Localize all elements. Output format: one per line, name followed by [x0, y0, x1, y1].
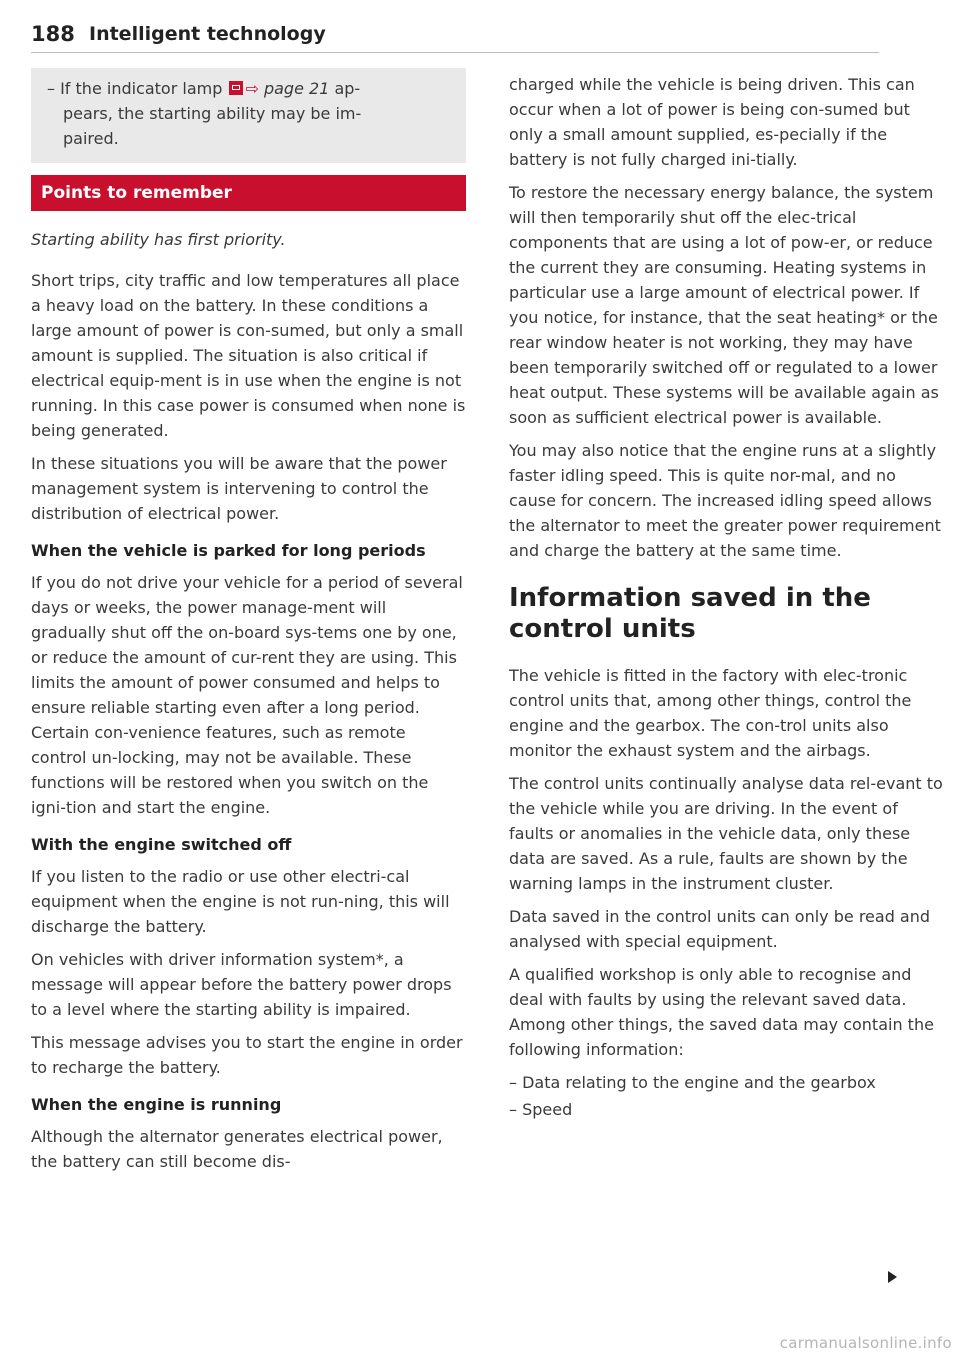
section-banner: Points to remember	[31, 175, 466, 211]
section-title: Intelligent technology	[89, 23, 326, 45]
subheading-engine-running: When the engine is running	[31, 1095, 282, 1114]
subheading-parked: When the vehicle is parked for long periods	[31, 541, 426, 560]
watermark: carmanualsonline.info	[779, 1334, 952, 1352]
page-ref-arrow-icon: ⇨	[245, 79, 259, 98]
note-line-2: pears, the starting ability may be im-	[63, 104, 362, 123]
section-heading: Information saved in the control units	[509, 583, 871, 644]
paragraph: If you do not drive your vehicle for a period of several days or weeks, the power manage-ment will gradually shut off the on-board sys-tems one by one, or reduce the amount of cur-rent they are using. This limits the amount of power consumed and helps to ensure reliable starting even after a long period. Certain con-venience features, such as remote control un-locking, may not be available. These functions will be restored when you switch on the igni-tion and start the engine.	[31, 573, 463, 817]
paragraph: Data saved in the control units can only be read and analysed with special equipment.	[509, 907, 931, 951]
paragraph: This message advises you to start the engine in order to recharge the battery.	[31, 1033, 463, 1077]
paragraph: To restore the necessary energy balance, the system will then temporarily shut off the elec-trical components that are using a lot of pow-er, or reduce the current they are consuming. Heating systems in particular use a large amount of electrical power. If you notice, for instance, that the seat heating* or the rear window heater is not working, they may have been temporarily switched off or regulated to a lower heat output. These systems will be available again as soon as sufficient electrical power is available.	[509, 183, 939, 427]
lead-text: Starting ability has first priority.	[31, 230, 286, 249]
list-item: – Speed	[509, 1100, 573, 1119]
note-line-3: paired.	[63, 129, 119, 148]
page-reference-link[interactable]: page 21	[258, 79, 330, 98]
paragraph: charged while the vehicle is being driven. This can occur when a lot of power is being con-sumed but only a small amount supplied, es-pecially if the battery is not fully charged ini-tially.	[509, 75, 915, 169]
paragraph: Short trips, city traffic and low temperatures all place a heavy load on the battery. In these conditions a large amount of power is con-sumed, but only a small amount is supplied. The situation is also critical if electrical equip-ment is in use when the engine is not running. In this case power is consumed when none is being generated.	[31, 271, 466, 440]
paragraph: You may also notice that the engine runs at a slightly faster idling speed. This is quite nor-mal, and no cause for concern. The increased idling speed allows the alternator to meet the greater power requirement and charge the battery at the same time.	[509, 441, 941, 560]
paragraph: In these situations you will be aware that the power management system is intervening to control the distribution of electrical power.	[31, 454, 447, 523]
note-text-end: ap-	[329, 79, 361, 98]
paragraph: On vehicles with driver information system*, a message will appear before the battery power drops to a level where the starting ability is impaired.	[31, 950, 452, 1019]
paragraph: Although the alternator generates electrical power, the battery can still become dis-	[31, 1127, 443, 1171]
right-column	[509, 72, 944, 1124]
indicator-note-box	[31, 68, 466, 163]
paragraph: A qualified workshop is only able to recognise and deal with faults by using the relevant saved data. Among other things, the saved data may contain the following information:	[509, 965, 934, 1059]
paragraph: The control units continually analyse data rel-evant to the vehicle while you are driving. In the event of faults or anomalies in the vehicle data, only these data are saved. As a rule, faults are shown by the warning lamps in the instrument cluster.	[509, 774, 943, 893]
continue-arrow-icon	[888, 1271, 897, 1283]
paragraph: If you listen to the radio or use other electri-cal equipment when the engine is not run-ning, this will discharge the battery.	[31, 867, 450, 936]
note-text-start: – If the indicator lamp	[47, 79, 228, 98]
page-number: 188	[31, 22, 75, 46]
page-header	[31, 20, 879, 53]
list-item: – Data relating to the engine and the gearbox	[509, 1073, 876, 1092]
paragraph: The vehicle is fitted in the factory with elec-tronic control units that, among other things, control the engine and the gearbox. The con-trol units also monitor the exhaust system and the airbags.	[509, 666, 912, 760]
subheading-engine-off: With the engine switched off	[31, 835, 292, 854]
left-column	[31, 68, 466, 1182]
battery-warning-lamp-icon	[229, 81, 243, 95]
